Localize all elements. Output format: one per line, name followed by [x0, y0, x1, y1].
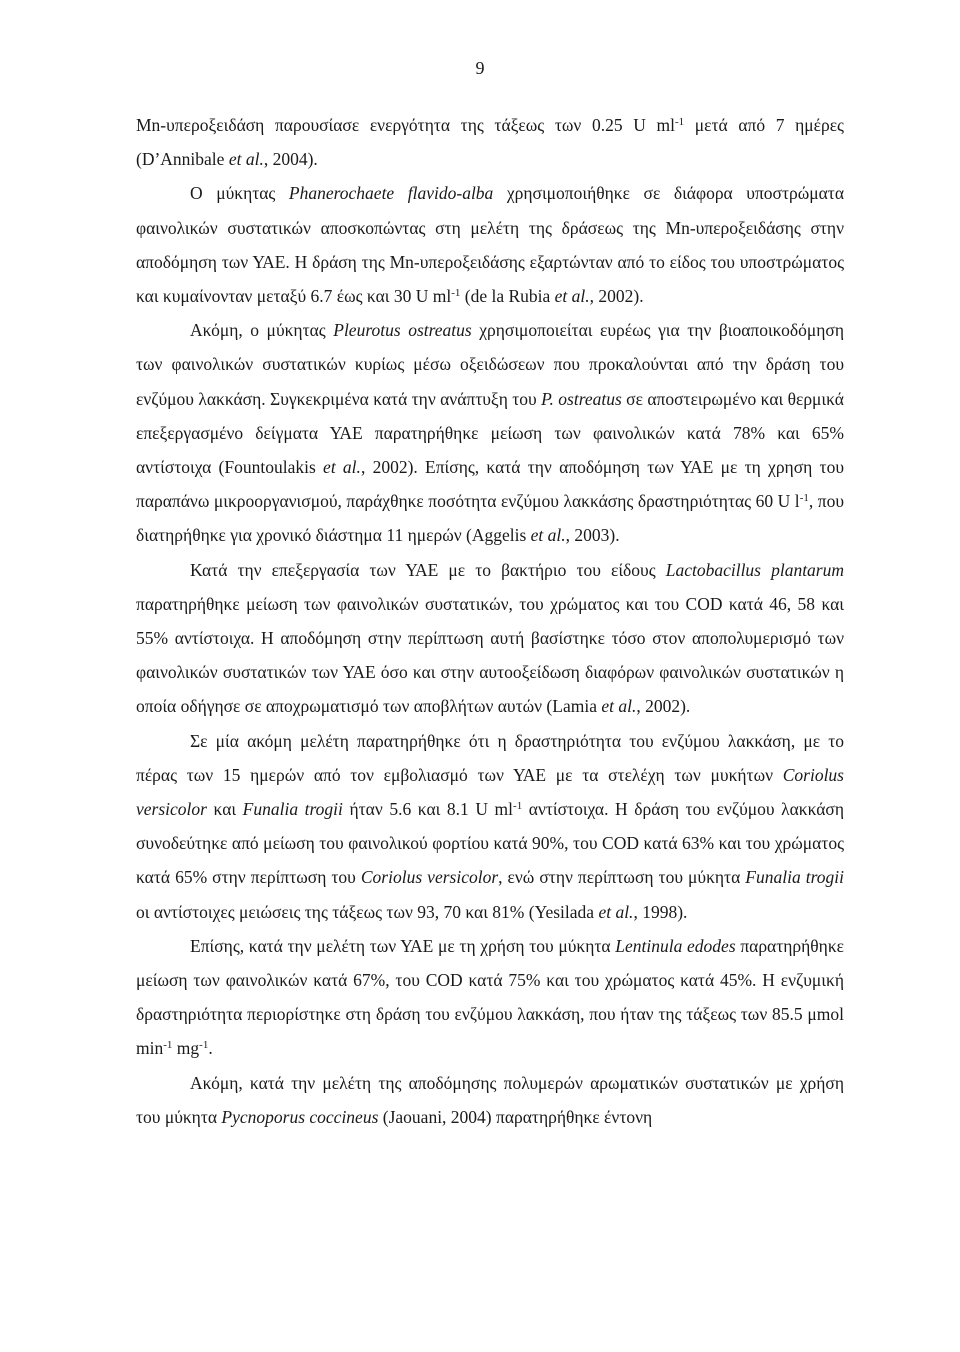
italic-text: Lactobacillus plantarum [665, 559, 845, 580]
text-run: , 2002). [636, 696, 691, 717]
italic-text: et al. [601, 696, 637, 717]
italic-text: Pleurotus ostreatus [333, 320, 472, 341]
paragraph [136, 108, 844, 176]
text-run: οι αντίστοιχες μειώσεις της τάξεως των 93, 70 και 81% (Yesilada [136, 901, 599, 922]
paragraph [136, 313, 844, 552]
superscript: -1 [163, 1039, 173, 1052]
text-run: Ο μύκητας [190, 183, 289, 204]
text-run: παρατηρήθηκε μείωση των φαινολικών συστατικών, του χρώματος και του COD κατά 46, 58 και 55% αντίστοιχα. Η αποδόμηση στην περίπτωση αυτή βασίστηκε τόσο στον αποπολυμερισμό των φαινολικών συστατικών των ΥΑΕ όσο και στην αυτοοξείδωση διαφόρων φαινολικών συστατικών η οποία οδήγησε σε αποχρωματισμό των αποβλήτων αυτών (Lamia [136, 593, 844, 717]
italic-text: Phanerochaete flavido-alba [288, 183, 494, 204]
text-run: και [206, 799, 243, 820]
text-run: παρατηρήθηκε μείωση των φαινολικών κατά 67%, του COD κατά 75% και του χρώματος κατά 45%. Η ενζυμική δραστηριότητα περιορίστηκε στη δράση του ενζύμου λακκάση, που ήταν της τάξεως των 85.5 μmol min [136, 935, 845, 1059]
italic-text: Lentinula edodes [615, 935, 736, 956]
text-run: Σε μία ακόμη μελέτη παρατηρήθηκε ότι η δραστηριότητα του ενζύμου λακκάση, με το πέρας των 15 ημερών από τον εμβολιασμό των ΥΑΕ με τα στελέχη των μυκήτων [136, 730, 844, 785]
text-run: Κατά την επεξεργασία των ΥΑΕ με το βακτήριο του είδους [190, 559, 666, 580]
text-run: ήταν 5.6 και 8.1 U ml [342, 799, 514, 820]
paragraph [136, 724, 844, 929]
superscript: -1 [674, 116, 685, 128]
italic-text: Coriolus versicolor [136, 764, 844, 820]
superscript: -1 [799, 492, 809, 505]
text-run: μετά από 7 ημέρες (D’Annibale [136, 115, 844, 170]
text-run: Ακόμη, ο μύκητας [190, 320, 334, 341]
italic-text: Funalia trogii [242, 799, 343, 820]
text-run: , 2004). [263, 149, 318, 170]
paragraph [136, 553, 844, 724]
superscript: -1 [451, 287, 461, 300]
text-run: (Jaouani, 2004) παρατηρήθηκε έντονη [378, 1106, 653, 1127]
italic-text: Funalia trogii [745, 867, 844, 888]
page-number: 9 [475, 58, 485, 78]
italic-text: et al. [323, 457, 361, 478]
body-text [136, 108, 844, 1134]
superscript: -1 [513, 800, 523, 813]
text-run: Ακόμη, κατά την μελέτη της αποδόμησης πολυμερών αρωματικών συστατικών με χρήση του μύκητα [136, 1072, 844, 1127]
italic-text: P. ostreatus [541, 388, 622, 409]
paragraph [136, 176, 844, 313]
paragraph [136, 1066, 844, 1134]
italic-text: et al. [228, 149, 264, 170]
italic-text: Coriolus versicolor [360, 867, 499, 888]
text-run: , 2002). [589, 286, 644, 307]
text-run: , 2003). [565, 525, 620, 546]
text-run: χρησιμοποιήθηκε σε διάφορα υποστρώματα φαινολικών συστατικών αποσκοπώντας στη μελέτη της δράσεως της Mn-υπεροξειδάσης στην αποδόμηση των ΥΑΕ. Η δράση της Mn-υπεροξειδάσης εξαρτώνταν από το είδος του υποστρώματος και κυμαίνονταν μεταξύ 6.7 έως και 30 U ml [136, 183, 845, 307]
paragraph [136, 929, 844, 1066]
text-run: (de la Rubia [460, 286, 555, 307]
italic-text: et al. [530, 525, 566, 546]
text-run: , 2002). Επίσης, κατά την αποδόμηση των ΥΑΕ με τη χρηση του παραπάνω μικροοργανισμού, παράχθηκε ποσότητα ενζύμου λακκάσης δραστηριότητας 60 U l [136, 457, 844, 512]
text-run: Επίσης, κατά την μελέτη των ΥΑΕ με τη χρήση του μύκητα [190, 935, 616, 956]
text-run: χρησιμοποιείται ευρέως για την βιοαποικοδόμηση των φαινολικών συστατικών κυρίως μέσω οξειδώσεων που προκαλούνται από την δράση του ενζύμου λακκάση. Συγκεκριμένα κατά την ανάπτυξη του [136, 320, 844, 409]
text-run: , ενώ στην περίπτωση του μύκητα [498, 867, 746, 888]
text-run: Mn-υπεροξειδάση παρουσίασε ενεργότητα της τάξεως των 0.25 U ml [136, 115, 675, 135]
text-run: αντίστοιχα. Η δράση του ενζύμου λακκάση συνοδεύτηκε από μείωση του φαινολικού φορτίου κατά 90%, του COD κατά 63% και του χρώματος κατά 65% στην περίπτωση του [136, 799, 845, 888]
text-run: . [208, 1038, 213, 1059]
superscript: -1 [199, 1039, 209, 1052]
italic-text: Pycnoporus coccineus [221, 1106, 379, 1127]
italic-text: et al. [598, 901, 634, 922]
text-run: mg [172, 1038, 200, 1059]
text-run: , που διατηρήθηκε για χρονικό διάστημα 11 ημερών (Aggelis [136, 491, 845, 546]
text-run: σε αποστειρωμένο και θερμικά επεξεργασμένο δείγματα ΥΑΕ παρατηρήθηκε μείωση των φαινολικών κατά 78% και 65% αντίστοιχα (Fountoulakis [136, 388, 844, 478]
text-run: , 1998). [633, 901, 688, 922]
italic-text: et al. [554, 286, 590, 307]
